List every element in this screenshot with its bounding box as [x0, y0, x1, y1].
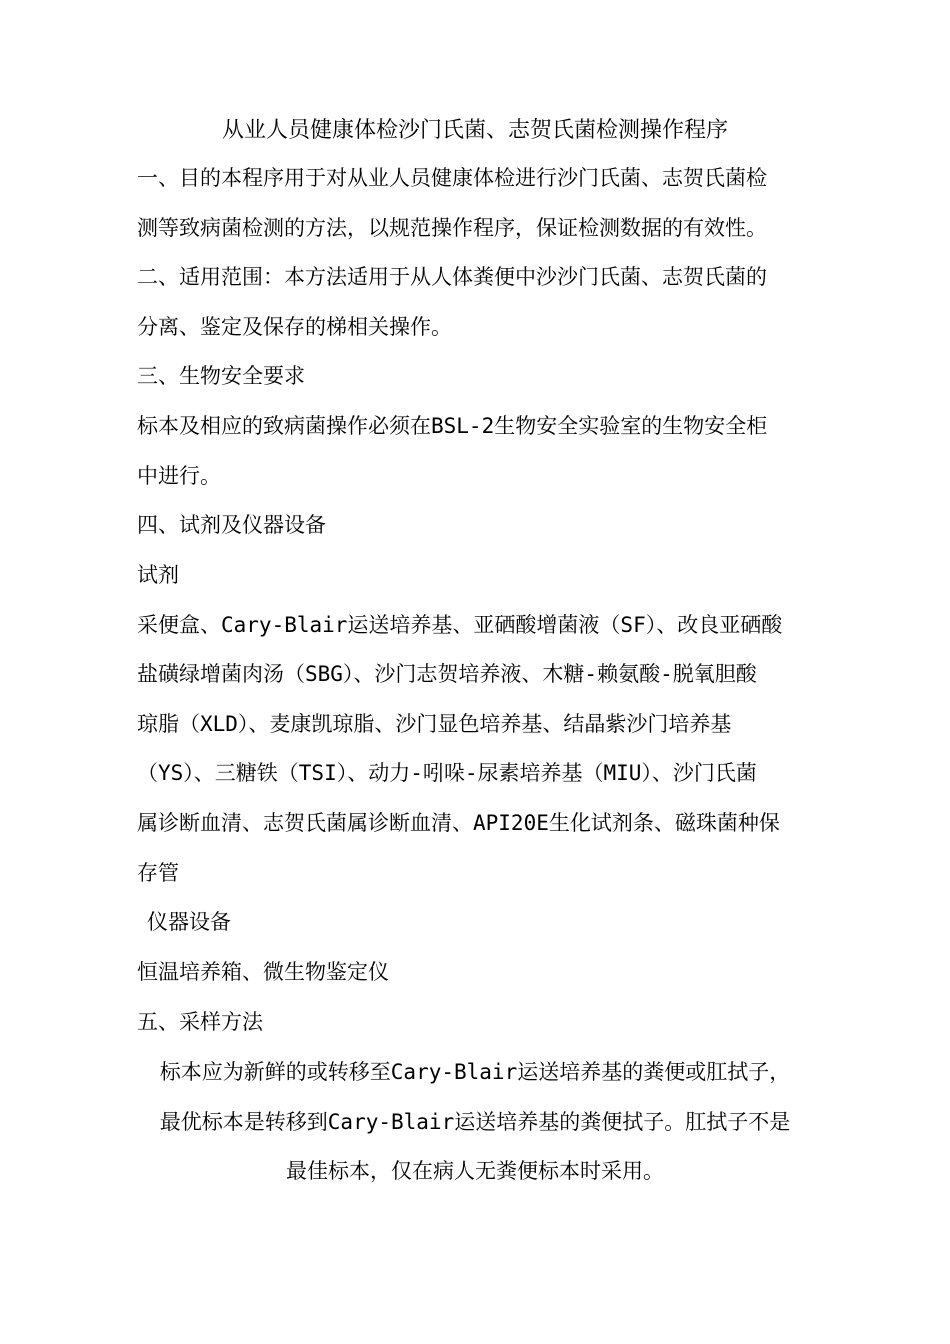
reagents-line-4: （YS）、三糖铁（TSI）、动力-吲哚-尿素培养基（MIU）、沙门氏菌	[137, 761, 757, 785]
biosafety-line-2: 中进行。	[137, 464, 221, 488]
scope-line-1: 二、适用范围：本方法适用于从人体粪便中沙沙门氏菌、志贺氏菌的	[137, 265, 767, 289]
reagents-equipment-heading: 四、试剂及仪器设备	[137, 513, 326, 537]
document-title: 从业人员健康体检沙门氏菌、志贺氏菌检测操作程序	[221, 118, 728, 143]
reagents-line-6: 存管	[137, 861, 179, 885]
sampling-line-1: 标本应为新鲜的或转移至Cary-Blair运送培养基的粪便或肛拭子，	[159, 1060, 791, 1084]
equipment-subheading: 仪器设备	[147, 910, 231, 934]
purpose-line-1: 一、目的本程序用于对从业人员健康体检进行沙门氏菌、志贺氏菌检	[137, 166, 767, 190]
sampling-line-2: 最优标本是转移到Cary-Blair运送培养基的粪便拭子。肛拭子不是	[159, 1110, 791, 1134]
biosafety-line-1: 标本及相应的致病菌操作必须在BSL-2生物安全实验室的生物安全柜	[137, 414, 768, 438]
reagents-line-2: 盐磺绿增菌肉汤（SBG）、沙门志贺培养液、木糖-赖氨酸-脱氧胆酸	[137, 662, 757, 686]
scope-line-2: 分离、鉴定及保存的梯相关操作。	[137, 315, 452, 339]
sampling-line-3: 最佳标本，仅在病人无粪便标本时采用。	[286, 1159, 664, 1183]
equipment-line-1: 恒温培养箱、微生物鉴定仪	[137, 960, 389, 984]
reagents-line-5: 属诊断血清、志贺氏菌属诊断血清、API20E生化试剂条、磁珠菌种保	[137, 811, 780, 835]
reagents-subheading: 试剂	[137, 563, 179, 587]
purpose-line-2: 测等致病菌检测的方法，以规范操作程序，保证检测数据的有效性。	[137, 216, 767, 240]
reagents-line-3: 琼脂（XLD）、麦康凯琼脂、沙门显色培养基、结晶紫沙门培养基	[137, 712, 732, 736]
biosafety-heading: 三、生物安全要求	[137, 364, 305, 388]
reagents-line-1: 采便盒、Cary-Blair运送培养基、亚硒酸增菌液（SF）、改良亚硒酸	[137, 613, 783, 637]
sampling-heading: 五、采样方法	[137, 1010, 263, 1034]
